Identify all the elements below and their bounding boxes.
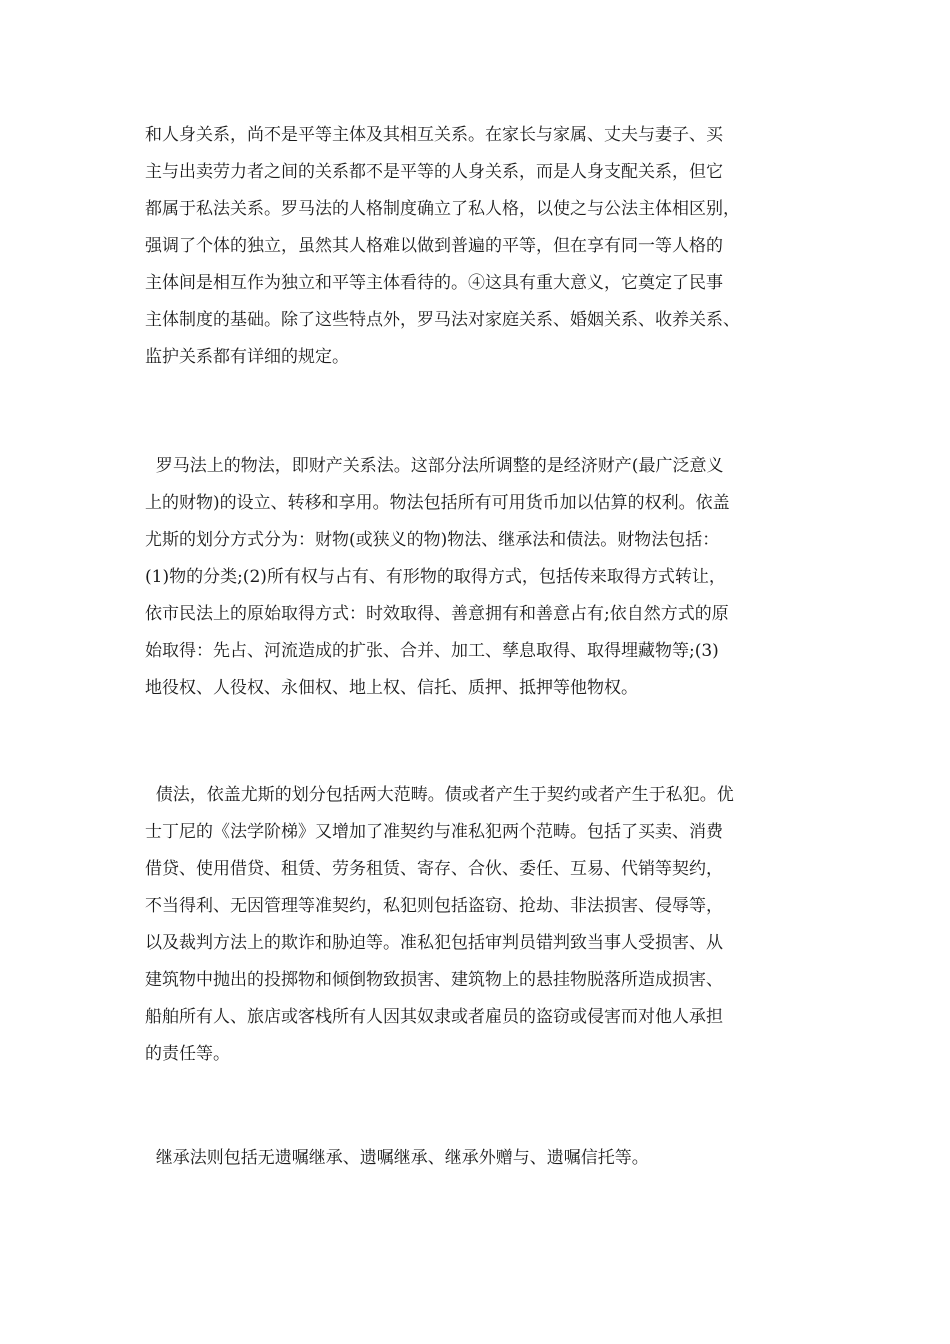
text-line: 主体制度的基础。除了这些特点外，罗马法对家庭关系、婚姻关系、收养关系、 xyxy=(145,310,740,330)
text-line: 强调了个体的独立，虽然其人格难以做到普遍的平等，但在享有同一等人格的 xyxy=(145,236,723,256)
text-line: 始取得：先占、河流造成的扩张、合并、加工、孳息取得、取得埋藏物等;(3) xyxy=(145,641,719,661)
text-line: 债法，依盖尤斯的划分包括两大范畴。债或者产生于契约或者产生于私犯。优 xyxy=(145,785,734,805)
text-line: (1)物的分类;(2)所有权与占有、有形物的取得方式，包括传来取得方式转让， xyxy=(145,567,726,587)
paragraph-property-law xyxy=(145,448,810,707)
text-line: 都属于私法关系。罗马法的人格制度确立了私人格，以使之与公法主体相区别， xyxy=(145,199,740,219)
text-line: 地役权、人役权、永佃权、地上权、信托、质押、抵押等他物权。 xyxy=(145,678,638,698)
text-line: 借贷、使用借贷、租赁、劳务租赁、寄存、合伙、委任、互易、代销等契约， xyxy=(145,859,723,879)
text-line: 主体间是相互作为独立和平等主体看待的。④这具有重大意义，它奠定了民事 xyxy=(145,273,723,293)
text-line: 尤斯的划分方式分为：财物(或狭义的物)物法、继承法和债法。财物法包括： xyxy=(145,530,720,550)
text-line: 建筑物中抛出的投掷物和倾倒物致损害、建筑物上的悬挂物脱落所造成损害、 xyxy=(145,970,723,990)
text-line: 士丁尼的《法学阶梯》又增加了准契约与准私犯两个范畴。包括了买卖、消费 xyxy=(145,822,723,842)
text-line: 以及裁判方法上的欺诈和胁迫等。准私犯包括审判员错判致当事人受损害、从 xyxy=(145,933,723,953)
paragraph-personal-relations xyxy=(145,117,810,376)
text-line: 监护关系都有详细的规定。 xyxy=(145,347,349,367)
text-line: 依市民法上的原始取得方式：时效取得、善意拥有和善意占有;依自然方式的原 xyxy=(145,604,729,624)
paragraph-inheritance-law xyxy=(145,1140,810,1177)
text-line: 和人身关系，尚不是平等主体及其相互关系。在家长与家属、丈夫与妻子、买 xyxy=(145,125,723,145)
text-line: 继承法则包括无遗嘱继承、遗嘱继承、继承外赠与、遗嘱信托等。 xyxy=(145,1148,649,1168)
text-line: 上的财物)的设立、转移和享用。物法包括所有可用货币加以估算的权利。依盖 xyxy=(145,493,730,513)
text-line: 罗马法上的物法，即财产关系法。这部分法所调整的是经济财产(最广泛意义 xyxy=(145,456,724,476)
text-line: 主与出卖劳力者之间的关系都不是平等的人身关系，而是人身支配关系，但它 xyxy=(145,162,723,182)
text-line: 的责任等。 xyxy=(145,1044,230,1064)
text-line: 船舶所有人、旅店或客栈所有人因其奴隶或者雇员的盗窃或侵害而对他人承担 xyxy=(145,1007,723,1027)
paragraph-obligations-law xyxy=(145,777,810,1073)
text-line: 不当得利、无因管理等准契约，私犯则包括盗窃、抢劫、非法损害、侵辱等， xyxy=(145,896,723,916)
